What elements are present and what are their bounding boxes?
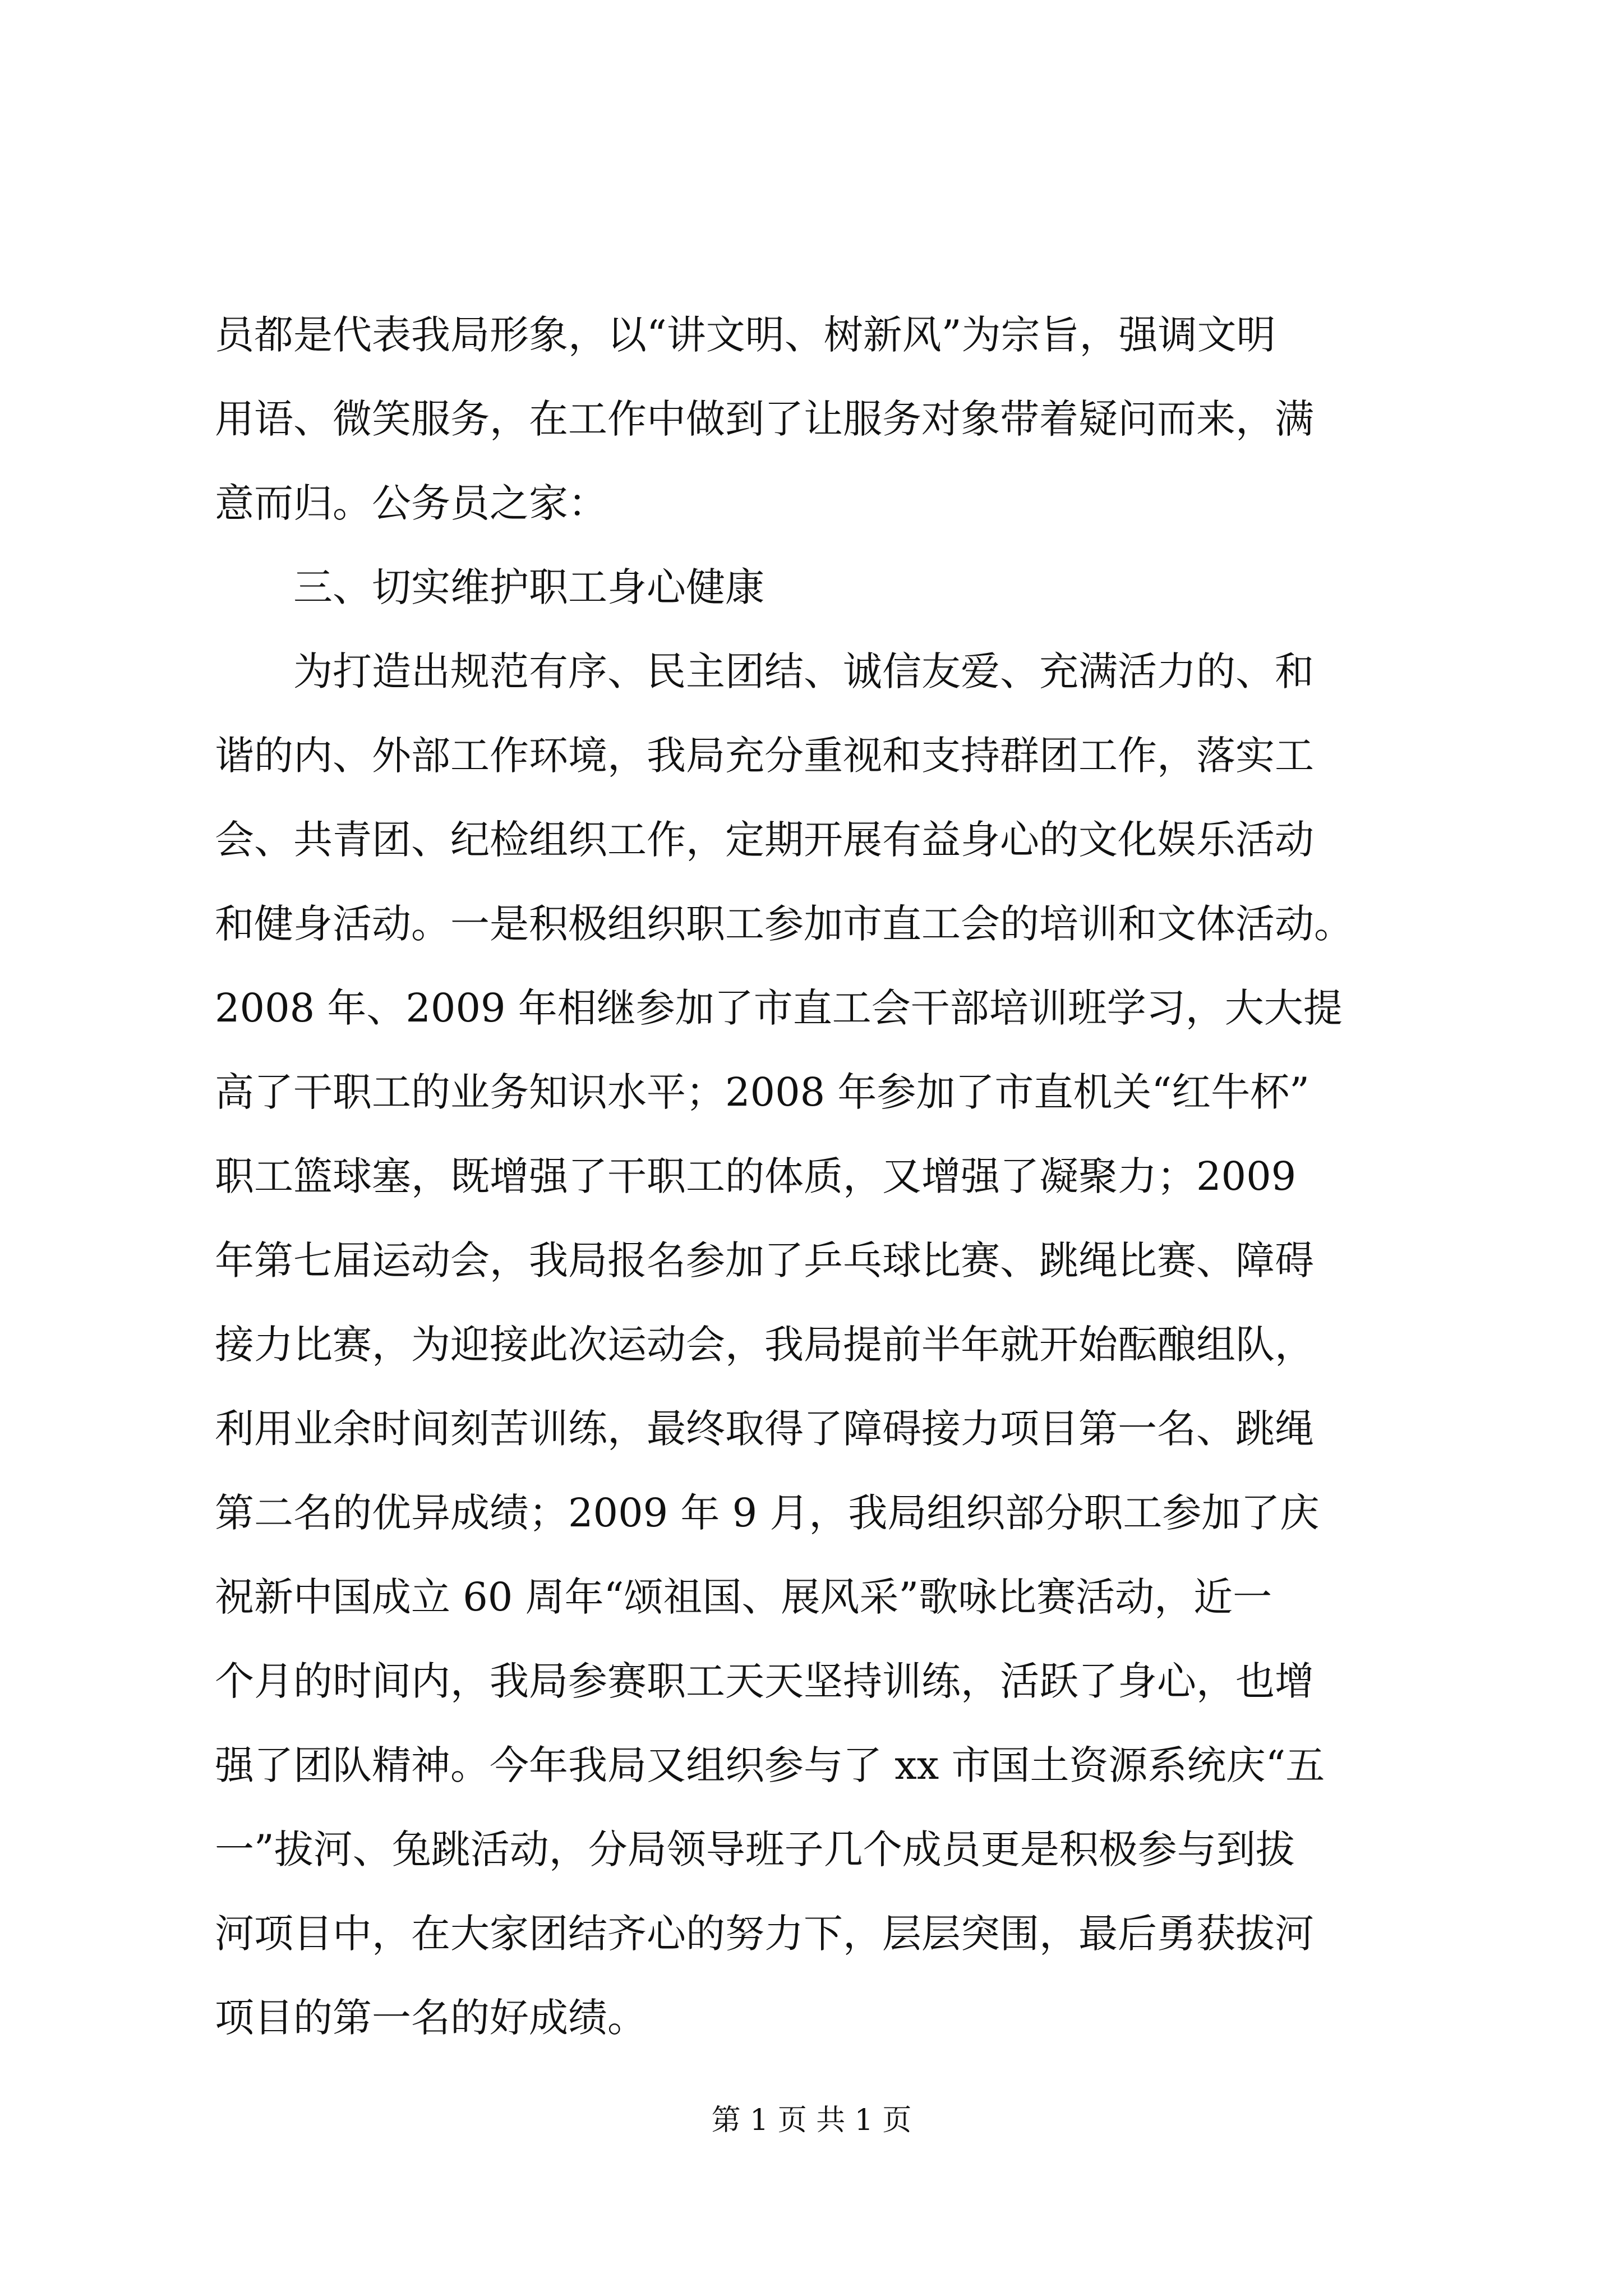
text-line: 一”拔河、兔跳活动，分局领导班子几个成员更是积极参与到拔 (215, 1826, 1295, 1872)
text-line: 用语、微笑服务，在工作中做到了让服务对象带着疑问而来，满 (215, 396, 1314, 442)
text-line: 意而归。公务员之家： (215, 480, 607, 526)
text-line: 年第七届运动会，我局报名参加了乒乓球比赛、跳绳比赛、障碍 (215, 1237, 1314, 1283)
text-line: 2008 年、2009 年相继参加了市直工会干部培训班学习，大大提 (215, 985, 1343, 1031)
body-text (215, 293, 1412, 2060)
text-line: 员都是代表我局形象，以“讲文明、树新风”为宗旨，强调文明 (215, 312, 1276, 358)
text-line: 和健身活动。一是积极组织职工参加市直工会的培训和文体活动。 (215, 901, 1353, 947)
text-line: 个月的时间内，我局参赛职工天天坚持训练，活跃了身心，也增 (215, 1658, 1314, 1704)
text-line: 高了干职工的业务知识水平；2008 年参加了市直机关“红牛杯” (215, 1069, 1310, 1115)
text-line: 祝新中国成立 60 周年“颂祖国、展风采”歌咏比赛活动，近一 (215, 1574, 1272, 1620)
text-line: 河项目中，在大家团结齐心的努力下，层层突围，最后勇获拔河 (215, 1911, 1314, 1957)
text-line: 强了团队精神。今年我局又组织参与了 xx 市国土资源系统庆“五 (215, 1742, 1325, 1788)
text-line: 第二名的优异成绩；2009 年 9 月，我局组织部分职工参加了庆 (215, 1490, 1320, 1536)
text-line: 为打造出规范有序、民主团结、诚信友爱、充满活力的、和 (215, 648, 1314, 694)
section-heading: 三、切实维护职工身心健康 (215, 564, 764, 610)
text-line: 职工篮球塞，既增强了干职工的体质，又增强了凝聚力；2009 (215, 1153, 1297, 1199)
text-line: 谐的内、外部工作环境，我局充分重视和支持群团工作，落实工 (215, 733, 1314, 779)
text-line: 会、共青团、纪检组织工作，定期开展有益身心的文化娱乐活动 (215, 817, 1314, 863)
text-line: 项目的第一名的好成绩。 (215, 1995, 647, 2041)
page-footer: 第 1 页 共 1 页 (711, 2104, 912, 2137)
text-line: 接力比赛，为迎接此次运动会，我局提前半年就开始酝酿组队， (215, 1322, 1314, 1368)
text-line: 利用业余时间刻苦训练，最终取得了障碍接力项目第一名、跳绳 (215, 1406, 1314, 1452)
